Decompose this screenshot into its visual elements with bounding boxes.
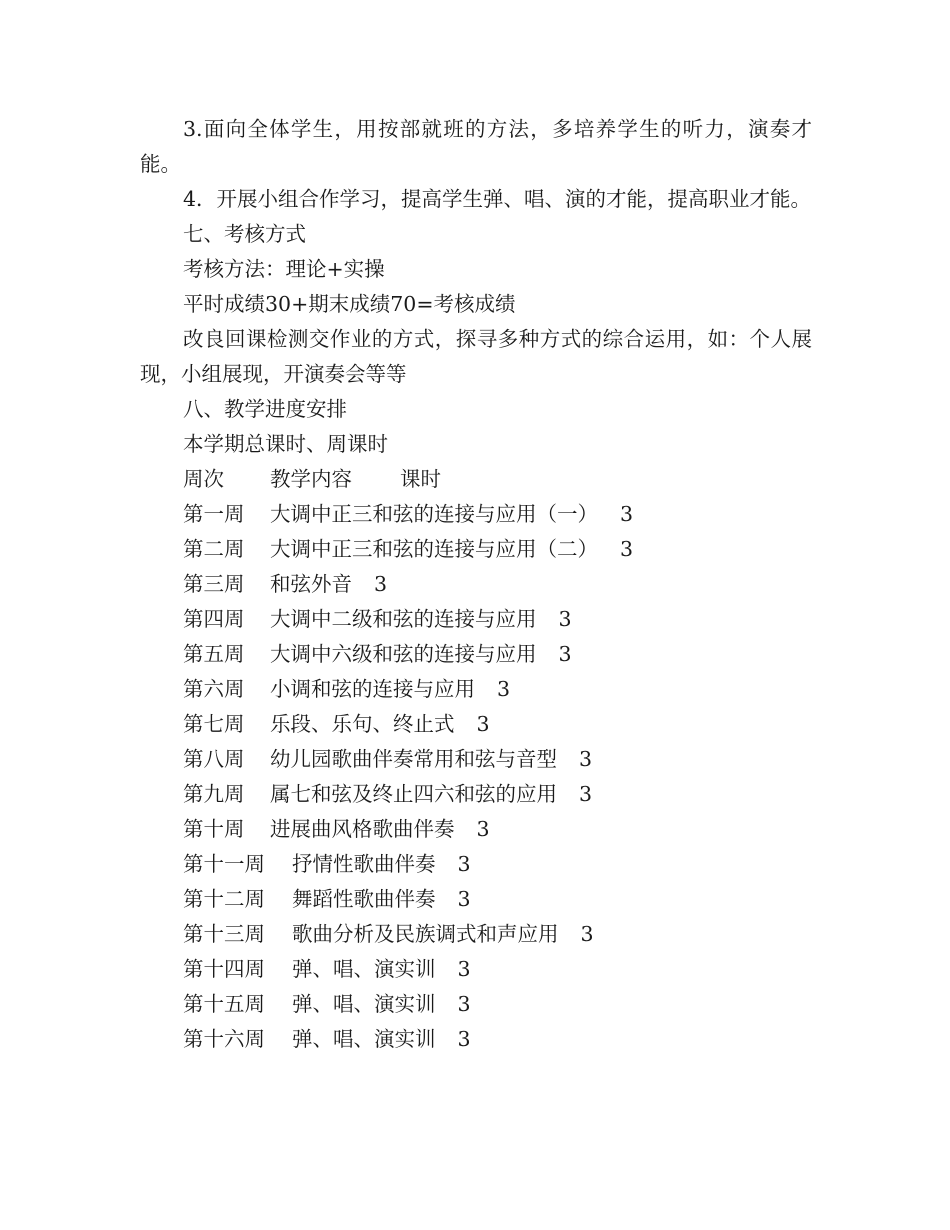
assessment-reform-paragraph: 改良回课检测交作业的方式，探寻多种方式的综合运用，如：个人展现，小组展现，开演奏会等等 xyxy=(140,327,812,386)
table-row xyxy=(140,777,812,812)
table-row xyxy=(140,987,812,1022)
hours-cell: 3 xyxy=(497,677,511,701)
hours-cell: 3 xyxy=(579,782,593,806)
week-cell: 第二周 xyxy=(183,537,245,561)
hours-cell: 3 xyxy=(457,887,471,911)
week-cell: 第六周 xyxy=(183,677,245,701)
content-cell: 弹、唱、演实训 xyxy=(292,992,436,1016)
table-row xyxy=(140,847,812,882)
content-cell: 大调中六级和弦的连接与应用 xyxy=(270,642,537,666)
hours-cell: 3 xyxy=(558,607,572,631)
header-week: 周次 xyxy=(183,467,224,491)
week-cell: 第一周 xyxy=(183,502,245,526)
content-cell: 弹、唱、演实训 xyxy=(292,1027,436,1051)
table-row xyxy=(140,602,812,637)
header-hours: 课时 xyxy=(400,467,441,491)
content-cell: 弹、唱、演实训 xyxy=(292,957,436,981)
hours-cell: 3 xyxy=(580,922,594,946)
content-cell: 属七和弦及终止四六和弦的应用 xyxy=(270,782,557,806)
content-cell: 歌曲分析及民族调式和声应用 xyxy=(292,922,559,946)
schedule-subheading: 本学期总课时、周课时 xyxy=(183,432,388,456)
hours-cell: 3 xyxy=(374,572,388,596)
schedule-table xyxy=(140,497,812,1057)
grading-formula: 平时成绩30+期末成绩70=考核成绩 xyxy=(183,292,516,316)
table-row xyxy=(140,742,812,777)
hours-cell: 3 xyxy=(476,817,490,841)
table-row xyxy=(140,707,812,742)
paragraph-item-4: 4．开展小组合作学习，提高学生弹、唱、演的才能，提高职业才能。 xyxy=(183,187,812,211)
week-cell: 第四周 xyxy=(183,607,245,631)
week-cell: 第十四周 xyxy=(183,957,265,981)
table-row xyxy=(140,637,812,672)
content-cell: 抒情性歌曲伴奏 xyxy=(292,852,436,876)
hours-cell: 3 xyxy=(620,537,634,561)
header-content: 教学内容 xyxy=(270,467,352,491)
hours-cell: 3 xyxy=(558,642,572,666)
table-row xyxy=(140,532,812,567)
week-cell: 第十五周 xyxy=(183,992,265,1016)
hours-cell: 3 xyxy=(579,747,593,771)
content-cell: 大调中二级和弦的连接与应用 xyxy=(270,607,537,631)
table-row xyxy=(140,952,812,987)
hours-cell: 3 xyxy=(457,957,471,981)
week-cell: 第十三周 xyxy=(183,922,265,946)
hours-cell: 3 xyxy=(476,712,490,736)
week-cell: 第十六周 xyxy=(183,1027,265,1051)
content-cell: 大调中正三和弦的连接与应用（一） xyxy=(270,502,598,526)
week-cell: 第十一周 xyxy=(183,852,265,876)
table-row xyxy=(140,497,812,532)
week-cell: 第十二周 xyxy=(183,887,265,911)
assessment-method: 考核方法：理论+实操 xyxy=(183,257,385,281)
schedule-table-header xyxy=(140,462,812,497)
content-cell: 小调和弦的连接与应用 xyxy=(270,677,475,701)
table-row xyxy=(140,672,812,707)
section-7-heading: 七、考核方式 xyxy=(183,222,306,246)
paragraph-item-3: 3.面向全体学生，用按部就班的方法，多培养学生的听力，演奏才能。 xyxy=(140,117,812,176)
content-cell: 乐段、乐句、终止式 xyxy=(270,712,455,736)
content-cell: 舞蹈性歌曲伴奏 xyxy=(292,887,436,911)
content-cell: 和弦外音 xyxy=(270,572,352,596)
table-row xyxy=(140,812,812,847)
content-cell: 进展曲风格歌曲伴奏 xyxy=(270,817,455,841)
week-cell: 第七周 xyxy=(183,712,245,736)
week-cell: 第十周 xyxy=(183,817,245,841)
content-cell: 大调中正三和弦的连接与应用（二） xyxy=(270,537,598,561)
section-8-heading: 八、教学进度安排 xyxy=(183,397,347,421)
table-row xyxy=(140,882,812,917)
content-cell: 幼儿园歌曲伴奏常用和弦与音型 xyxy=(270,747,557,771)
table-row xyxy=(140,1022,812,1057)
week-cell: 第三周 xyxy=(183,572,245,596)
hours-cell: 3 xyxy=(620,502,634,526)
hours-cell: 3 xyxy=(457,992,471,1016)
week-cell: 第五周 xyxy=(183,642,245,666)
week-cell: 第九周 xyxy=(183,782,245,806)
table-row xyxy=(140,917,812,952)
hours-cell: 3 xyxy=(457,852,471,876)
week-cell: 第八周 xyxy=(183,747,245,771)
hours-cell: 3 xyxy=(457,1027,471,1051)
document-body xyxy=(140,112,812,1057)
table-row xyxy=(140,567,812,602)
